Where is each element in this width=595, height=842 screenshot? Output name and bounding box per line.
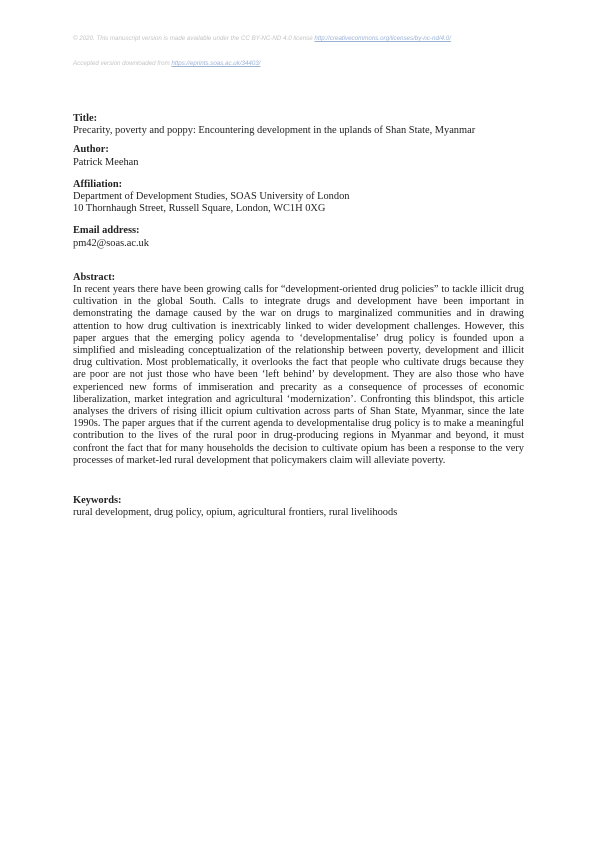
- keywords-list: rural development, drug policy, opium, agricultural frontiers, rural livelihoods: [73, 507, 398, 519]
- author-name: Patrick Meehan: [73, 156, 139, 168]
- email-section: [73, 225, 524, 249]
- affiliation-heading: Affiliation:: [73, 178, 123, 190]
- affiliation-section: [73, 179, 524, 216]
- keywords-section: [73, 495, 524, 519]
- author-section: [73, 144, 524, 168]
- keywords-heading: Keywords:: [73, 495, 122, 507]
- accepted-version-notice: [73, 60, 518, 68]
- title-section: [73, 113, 524, 137]
- email-heading: Email address:: [73, 225, 140, 237]
- abstract-section: [73, 272, 524, 467]
- affiliation-department: Department of Development Studies, SOAS University of London: [73, 191, 350, 203]
- abstract-text: In recent years there have been growing calls for “development-oriented drug policies” to tackle illicit drug cultivation in the global South. Calls to integrate drugs and development have been important in demonstrating the damage caused by the war on drugs to marginalized communities and in drawing attention to how drug cultivation is inextricably linked to wider development challenges. However, this paper argues that the emerging policy agenda to ‘developmentalise’ drug policy is founded upon a simplified and misleading conceptualization of the relationship between poverty, development and illicit drug cultivation. Most problematically, it overlooks the fact that people who cultivate drugs because they are poor are not just those who have been ‘left behind’ by development. They are also those who have experienced new forms of immiseration and precarity as a consequence of processes of economic liberalization, market integration and agricultural ‘modernization’. Confronting this blindspot, this article analyses the drivers of rising illicit opium cultivation across parts of Shan State, Myanmar, since the late 1990s. The paper argues that if the current agenda to developmentalise drug policy is to make a meaningful contribution to the lives of the rural poor in drug-producing regions in Myanmar and beyond, it must confront the fact that for many households the decision to cultivate opium has been a response to the very processes of market-led rural development that policymakers claim will alleviate poverty.: [73, 284, 524, 466]
- license-link[interactable]: http://creativecommons.org/licenses/by-nc-nd/4.0/: [314, 35, 451, 42]
- paper-title: Precarity, poverty and poppy: Encountering development in the uplands of Shan State, Myanmar: [73, 125, 476, 137]
- author-heading: Author:: [73, 144, 109, 156]
- title-heading: Title:: [73, 113, 98, 124]
- eprints-link[interactable]: https://eprints.soas.ac.uk/34403/: [171, 60, 261, 67]
- front-matter: [73, 113, 524, 519]
- accepted-version-text: Accepted version downloaded from: [73, 60, 172, 67]
- license-notice-text: © 2020. This manuscript version is made available under the CC BY-NC-ND 4.0 license: [73, 35, 315, 42]
- affiliation-address: 10 Thornhaugh Street, Russell Square, London, WC1H 0XG: [73, 203, 326, 215]
- license-notice: [73, 35, 518, 43]
- abstract-heading: Abstract:: [73, 271, 116, 283]
- email-address: pm42@soas.ac.uk: [73, 237, 149, 249]
